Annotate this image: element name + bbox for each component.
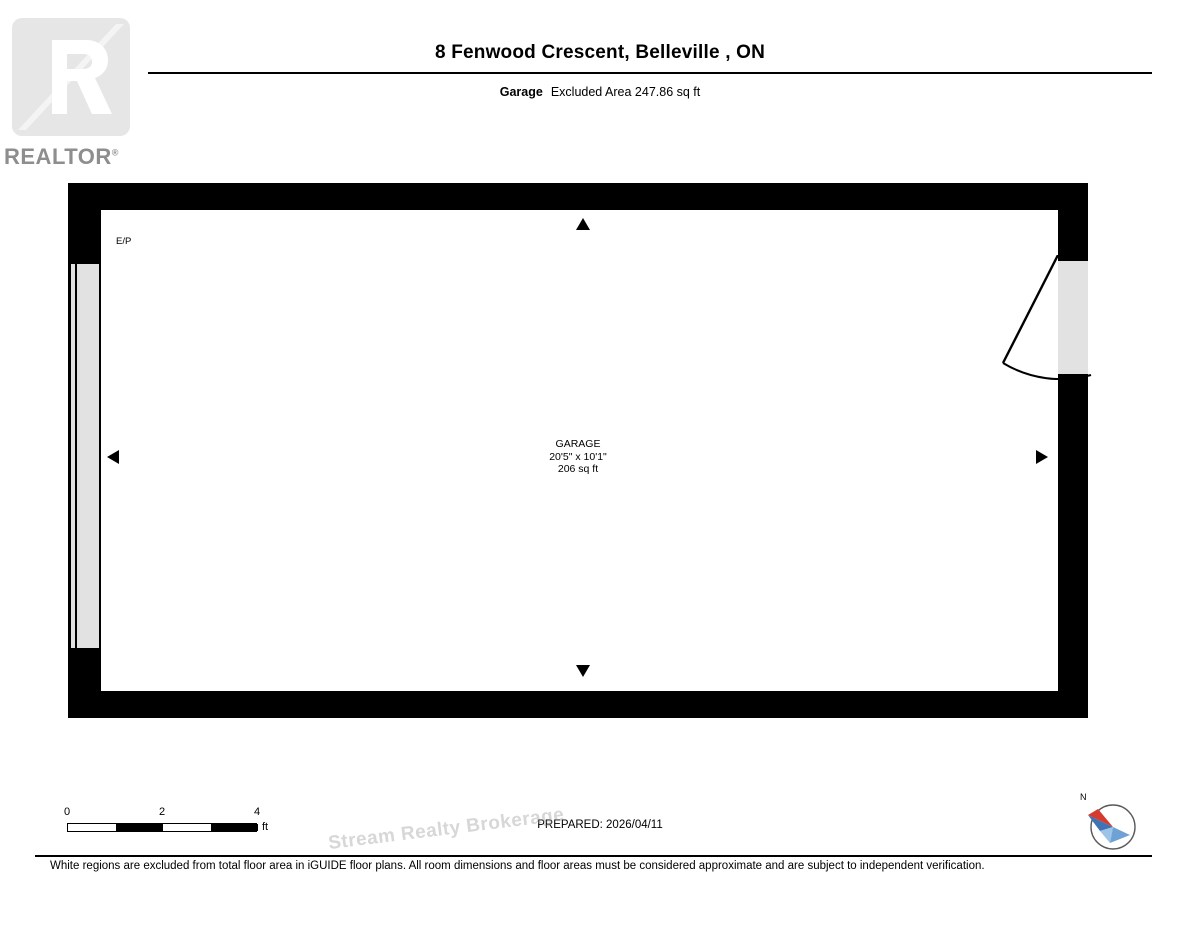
scale-bar-unit: ft [262, 821, 269, 833]
compass-north-label: N [1080, 792, 1087, 802]
section-label: Garage [499, 85, 543, 99]
dimension-arrow-down [576, 665, 590, 677]
prepared-date: PREPARED: 2026/04/11 [537, 819, 663, 831]
registered-mark: ® [111, 147, 119, 158]
room-name: GARAGE [555, 438, 601, 450]
room-dimensions: 20'5" x 10'1" [549, 450, 607, 463]
dimension-arrow-up [576, 218, 590, 230]
section-value: Excluded Area 247.86 sq ft [550, 85, 701, 99]
dimension-arrow-left [107, 450, 119, 464]
page-title: 8 Fenwood Crescent, Belleville , ON [434, 42, 766, 63]
realtor-wordmark [4, 144, 119, 170]
watermark: Stream Realty Brokerage [327, 804, 566, 855]
footer-divider [35, 855, 1152, 857]
compass-icon [1078, 791, 1140, 853]
footer-disclaimer: White regions are excluded from total floor area in iGUIDE floor plans. All room dimensions and floor areas must be considered approximate and are subject to independent verification. [50, 860, 985, 872]
room-area: 206 sq ft [557, 463, 599, 475]
header-divider [148, 72, 1152, 74]
scale-bar-ticks [62, 806, 292, 820]
door-swing-icon [993, 255, 1093, 380]
section-subtitle [0, 85, 1200, 99]
scale-tick-0: 0 [63, 806, 71, 818]
scale-tick-2: 4 [253, 806, 261, 818]
scale-tick-1: 2 [158, 806, 166, 818]
room-label [68, 438, 1088, 476]
electrical-panel-label: E/P [116, 236, 132, 247]
realtor-r-icon [12, 18, 130, 136]
realtor-wordmark-text: REALTOR [4, 144, 112, 169]
dimension-arrow-right [1036, 450, 1048, 464]
compass-rose [1078, 791, 1140, 853]
floor-plan-diagram [68, 183, 1088, 718]
